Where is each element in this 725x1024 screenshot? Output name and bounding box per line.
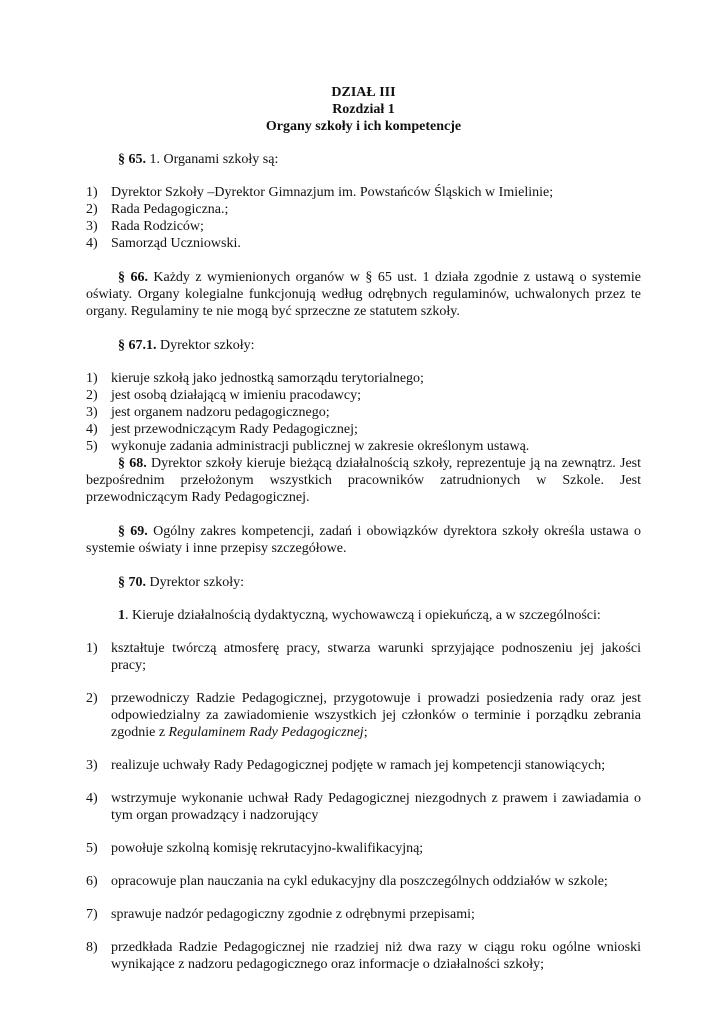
list-text: Samorząd Uczniowski. [111, 236, 241, 251]
list-text: jest osobą działającą w imieniu pracodawcy; [111, 388, 361, 403]
paragraph-label: § 70. [118, 575, 146, 590]
list-text: kształtuje twórczą atmosferę pracy, stwarza warunki sprzyjające podnoszeniu jej jakości pracy; [111, 641, 641, 673]
list-number: 4) [86, 791, 98, 806]
paragraph-70 [86, 574, 641, 591]
list-item [86, 218, 641, 235]
list-number: 2) [86, 202, 98, 217]
chapter-subtitle: Organy szkoły i ich kompetencje [265, 119, 462, 134]
paragraph-text: Każdy z wymienionych organów w § 65 ust. 1 działa zgodnie z ustawą o systemie oświaty. Organy kolegialne funkcjonują według odrębnych regulaminów, uchwalonych przez te organy. Regulaminy te nie mogą być sprzeczne ze statutem szkoły. [86, 270, 642, 319]
paragraph-label: § 65. [118, 152, 146, 167]
paragraph-label: § 68. [118, 456, 147, 471]
list-number: 3) [86, 219, 98, 234]
paragraph-65 [86, 151, 641, 168]
paragraph-text: Ogólny zakres kompetencji, zadań i obowiązków dyrektora szkoły określa ustawa o systemie oświaty i inne przepisy szczegółowe. [86, 524, 641, 556]
list-number: 3) [86, 405, 98, 420]
paragraph-text: Dyrektor szkoły kieruje bieżącą działalnością szkoły, reprezentuje ją na zewnątrz. Jest bezpośrednim przełożonym wszystkich pracowników zatrudnionych w Szkole. Jest przewodniczącym Rady Pedagogicznej. [86, 456, 642, 505]
list-number: 2) [86, 388, 98, 403]
paragraph-intro: 1. Organami szkoły są: [146, 152, 279, 167]
paragraph-label: § 67.1. [118, 338, 157, 353]
list-item [86, 404, 641, 421]
list-item [86, 370, 641, 387]
list-text: jest organem nadzoru pedagogicznego; [111, 405, 330, 420]
paragraph-69 [86, 523, 641, 557]
list-item [86, 906, 641, 923]
list-number: 5) [86, 841, 98, 856]
list-number: 7) [86, 907, 98, 922]
list-number: 1) [86, 185, 98, 200]
list-number: 1) [86, 641, 98, 656]
list-number: 1) [86, 371, 98, 386]
list-item [86, 438, 641, 455]
list-text: opracowuje plan nauczania na cykl edukacyjny dla poszczególnych oddziałów w szkole; [111, 874, 608, 889]
regulation-title: Regulaminem Rady Pedagogicznej [168, 725, 364, 740]
list-item [86, 840, 641, 857]
list-item [86, 184, 641, 201]
list-number: 2) [86, 691, 98, 706]
paragraph-label: § 66. [118, 270, 148, 285]
organs-list [86, 184, 641, 252]
list-item [86, 790, 641, 824]
list-text: przedkłada Radzie Pedagogicznej nie rzadziej niż dwa razy w ciągu roku ogólne wnioski wynikające z nadzoru pedagogicznego oraz informacje o działalności szkoły; [111, 940, 641, 972]
director-roles-list [86, 370, 641, 455]
list-text: wykonuje zadania administracji publicznej w zakresie określonym ustawą. [111, 439, 530, 454]
list-text: powołuje szkolną komisję rekrutacyjno-kwalifikacyjną; [111, 841, 424, 856]
list-number: 6) [86, 874, 98, 889]
list-text-end: ; [363, 725, 368, 740]
point-text: . Kieruje działalnością dydaktyczną, wychowawczą i opiekuńczą, a w szczególności: [125, 608, 601, 623]
list-text: Dyrektor Szkoły –Dyrektor Gimnazjum im. Powstańców Śląskich w Imielinie; [111, 185, 554, 200]
list-number: 5) [86, 439, 98, 454]
point-number: 1 [118, 608, 125, 623]
list-item [86, 873, 641, 890]
paragraph-70-point-1 [86, 607, 641, 624]
list-item [86, 690, 641, 741]
list-item [86, 757, 641, 774]
paragraph-66 [86, 269, 641, 320]
list-text: Rada Rodziców; [111, 219, 204, 234]
paragraph-label: § 69. [118, 524, 148, 539]
document-page [86, 84, 641, 973]
list-text [111, 690, 641, 741]
paragraph-intro: Dyrektor szkoły: [146, 575, 244, 590]
list-item [86, 201, 641, 218]
division-title: DZIAŁ III [331, 85, 396, 100]
list-item [86, 640, 641, 674]
list-number: 4) [86, 422, 98, 437]
list-number: 3) [86, 758, 98, 773]
list-text: kieruje szkołą jako jednostką samorządu terytorialnego; [111, 371, 424, 386]
list-number: 4) [86, 236, 98, 251]
list-item [86, 387, 641, 404]
list-text: sprawuje nadzór pedagogiczny zgodnie z odrębnymi przepisami; [111, 907, 475, 922]
paragraph-intro: Dyrektor szkoły: [156, 338, 255, 353]
paragraph-67 [86, 337, 641, 354]
list-item [86, 235, 641, 252]
list-item [86, 939, 641, 973]
list-text: wstrzymuje wykonanie uchwał Rady Pedagogicznej niezgodnych z prawem i zawiadamia o tym organ prowadzący i nadzorujący [111, 791, 641, 823]
paragraph-68 [86, 455, 641, 506]
chapter-title: Rozdział 1 [332, 102, 395, 117]
list-text: Rada Pedagogiczna.; [111, 202, 229, 217]
section-header [86, 84, 641, 135]
list-number: 8) [86, 940, 98, 955]
list-item [86, 421, 641, 438]
list-text: realizuje uchwały Rady Pedagogicznej podjęte w ramach jej kompetencji stanowiących; [111, 758, 606, 773]
list-text-main: przewodniczy Radzie Pedagogicznej, przygotowuje i prowadzi posiedzenia rady oraz jest odpowiedzialny za zawiadomienie wszystkich jej członków o terminie i porządku zebrania zgodnie z [111, 691, 641, 740]
list-text: jest przewodniczącym Rady Pedagogicznej; [111, 422, 358, 437]
